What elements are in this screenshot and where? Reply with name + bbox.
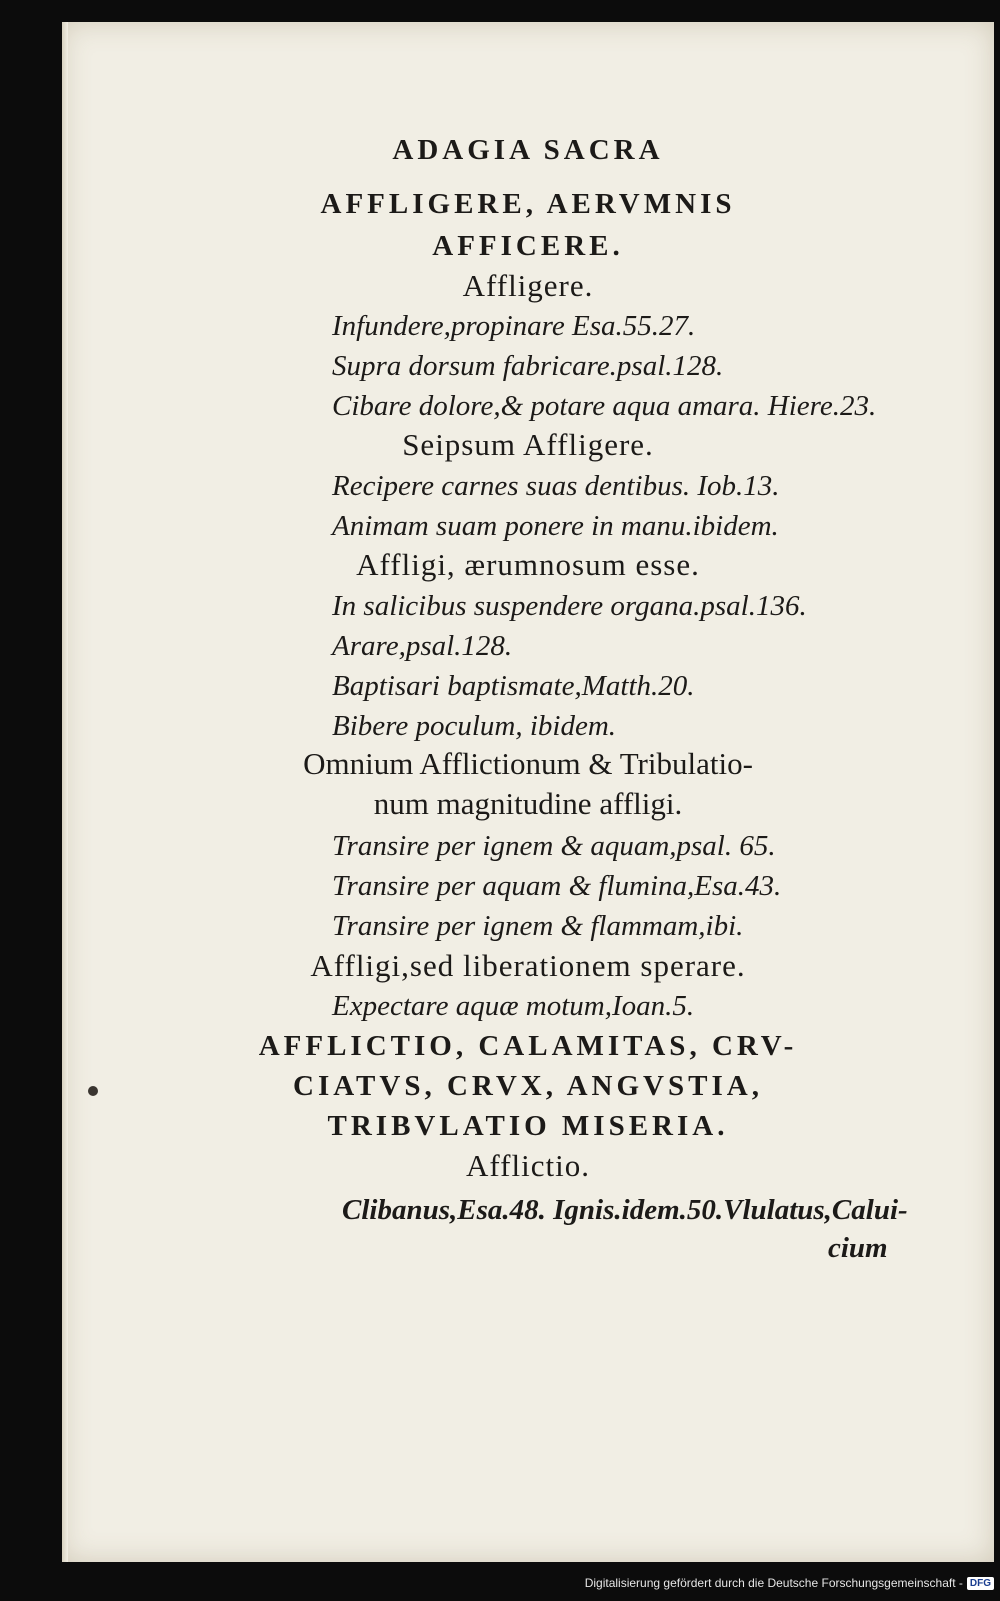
footer-text: Digitalisierung gefördert durch die Deutsche Forschungsgemeinschaft - [584,1576,963,1590]
entry: In salicibus suspendere organa.psal.136. [332,590,807,622]
subheading-afflictio: Afflictio. [466,1148,590,1183]
entry: Baptisari baptismate,Matth.20. [332,670,695,702]
entry: Animam suam ponere in manu.ibidem. [332,510,779,542]
subheading-seipsum: Seipsum Affligere. [402,427,654,462]
section-title2-line-1: AFFLICTIO, CALAMITAS, CRV- [258,1030,798,1062]
subheading-affligere: Affligere. [462,268,594,303]
section-title2-line-3: TRIBVLATIO MISERIA. [327,1110,729,1142]
section-title-line-2: AFFICERE. [432,230,624,262]
book-page [62,22,994,1562]
entry: Recipere carnes suas dentibus. Iob.13. [332,470,780,502]
subheading-omnium-line-2: num magnitudine affligi. [373,786,683,821]
entry-last: Clibanus,Esa.48. Ignis.idem.50.Vlulatus,Calui- [342,1194,908,1226]
footer-credit [585,1569,994,1597]
entry: Transire per ignem & aquam,psal. 65. [332,830,776,862]
entry: Transire per ignem & flammam,ibi. [332,910,744,942]
section-title-line-1: AFFLIGERE, AERVMNIS [320,188,736,220]
entry: Infundere,propinare Esa.55.27. [332,310,696,342]
running-header: ADAGIA SACRA [392,134,664,166]
subheading-affligi: Affligi, ærumnosum esse. [356,547,700,582]
entry: Expectare aquæ motum,Ioan.5. [332,990,695,1022]
entry: Cibare dolore,& potare aqua amara. Hiere.23. [332,390,877,422]
entry: Arare,psal.128. [332,630,513,662]
dfg-logo: DFG [967,1577,994,1590]
catchword: cium [828,1232,888,1264]
section-title2-line-2: CIATVS, CRVX, ANGVSTIA, [293,1070,763,1102]
entry: Transire per aquam & flumina,Esa.43. [332,870,782,902]
ink-spot [88,1086,98,1096]
subheading-omnium-line-1: Omnium Afflictionum & Tribulatio- [303,746,753,781]
entry: Supra dorsum fabricare.psal.128. [332,350,724,382]
subheading-liberationem: Affligi,sed liberationem sperare. [310,948,746,983]
entry: Bibere poculum, ibidem. [332,710,617,742]
